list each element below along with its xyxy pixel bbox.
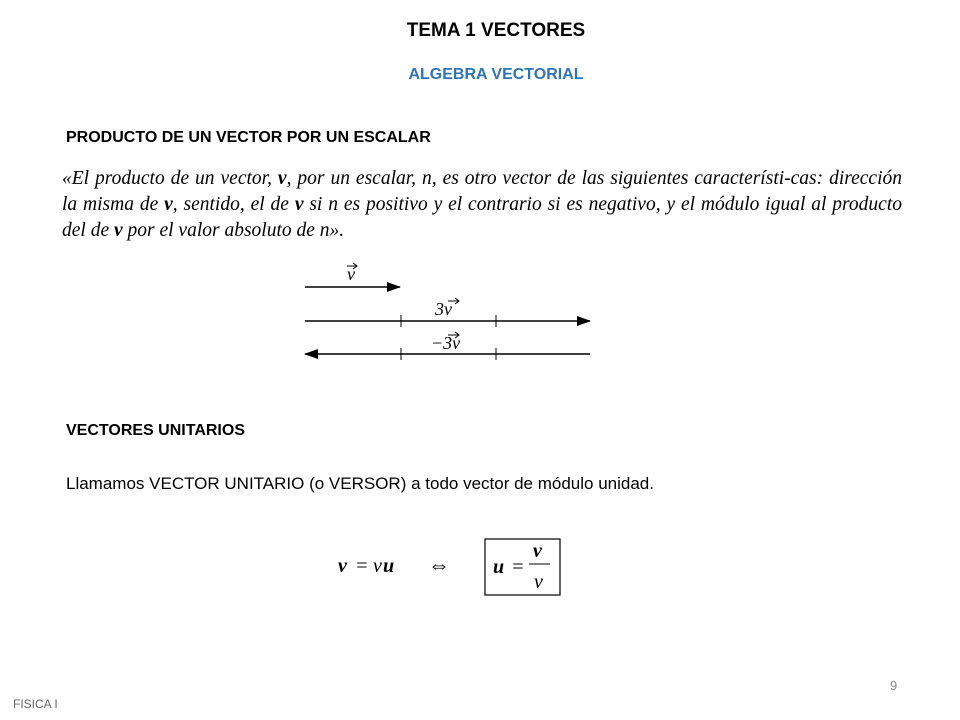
- label-3v: 3v: [435, 299, 452, 319]
- quote-part-5: por el valor absoluto de n: [122, 220, 330, 241]
- formula-equals: =: [355, 555, 369, 577]
- slide-subtitle: ALGEBRA VECTORIAL: [408, 66, 584, 83]
- iff-icon: ⇔: [428, 552, 450, 577]
- label-neg3v: −3v: [431, 333, 461, 353]
- label-v: v: [347, 264, 355, 284]
- vector-v-symbol: v: [294, 194, 304, 215]
- fraction-numerator: v: [533, 540, 542, 562]
- section-heading-unitarios: VECTORES UNITARIOS: [66, 422, 245, 439]
- quote-part-4: si n es positivo y el contrario si es negativo, y el módulo igual al producto del de: [62, 194, 902, 241]
- quote-open: «: [62, 168, 72, 189]
- page-number: 9: [890, 678, 898, 693]
- unit-vector-formula: [330, 534, 570, 600]
- formula-box-equals: =: [511, 556, 525, 578]
- quote-close: ».: [329, 220, 345, 241]
- vector-v-symbol: v: [277, 168, 287, 189]
- footer-course-label: FISICA I: [13, 697, 58, 711]
- vector-v-symbol: v: [164, 194, 173, 215]
- definition-quote: [62, 166, 902, 244]
- quote-part-1: El producto de un vector,: [71, 168, 278, 189]
- slide-title: TEMA 1 VECTORES: [406, 20, 586, 41]
- formula-box-u: u: [493, 556, 505, 578]
- quote-part-2: , por un escalar, n, es otro vector de las siguientes característi-cas: dirección la misma de: [62, 168, 903, 215]
- section-heading-producto: PRODUCTO DE UN VECTOR POR UN ESCALAR: [66, 129, 431, 146]
- formula-bold-v: v: [338, 555, 347, 577]
- formula-scalar-v: v: [373, 555, 382, 577]
- unit-vector-definition: Llamamos VECTOR UNITARIO (o VERSOR) a todo vector de módulo unidad.: [66, 474, 654, 493]
- formula-bold-u: u: [383, 555, 395, 577]
- vector-v-symbol: v: [113, 220, 123, 241]
- vector-scaling-diagram: [290, 258, 610, 368]
- fraction-denominator: v: [534, 571, 543, 593]
- quote-part-3: , sentido, el de: [172, 194, 295, 215]
